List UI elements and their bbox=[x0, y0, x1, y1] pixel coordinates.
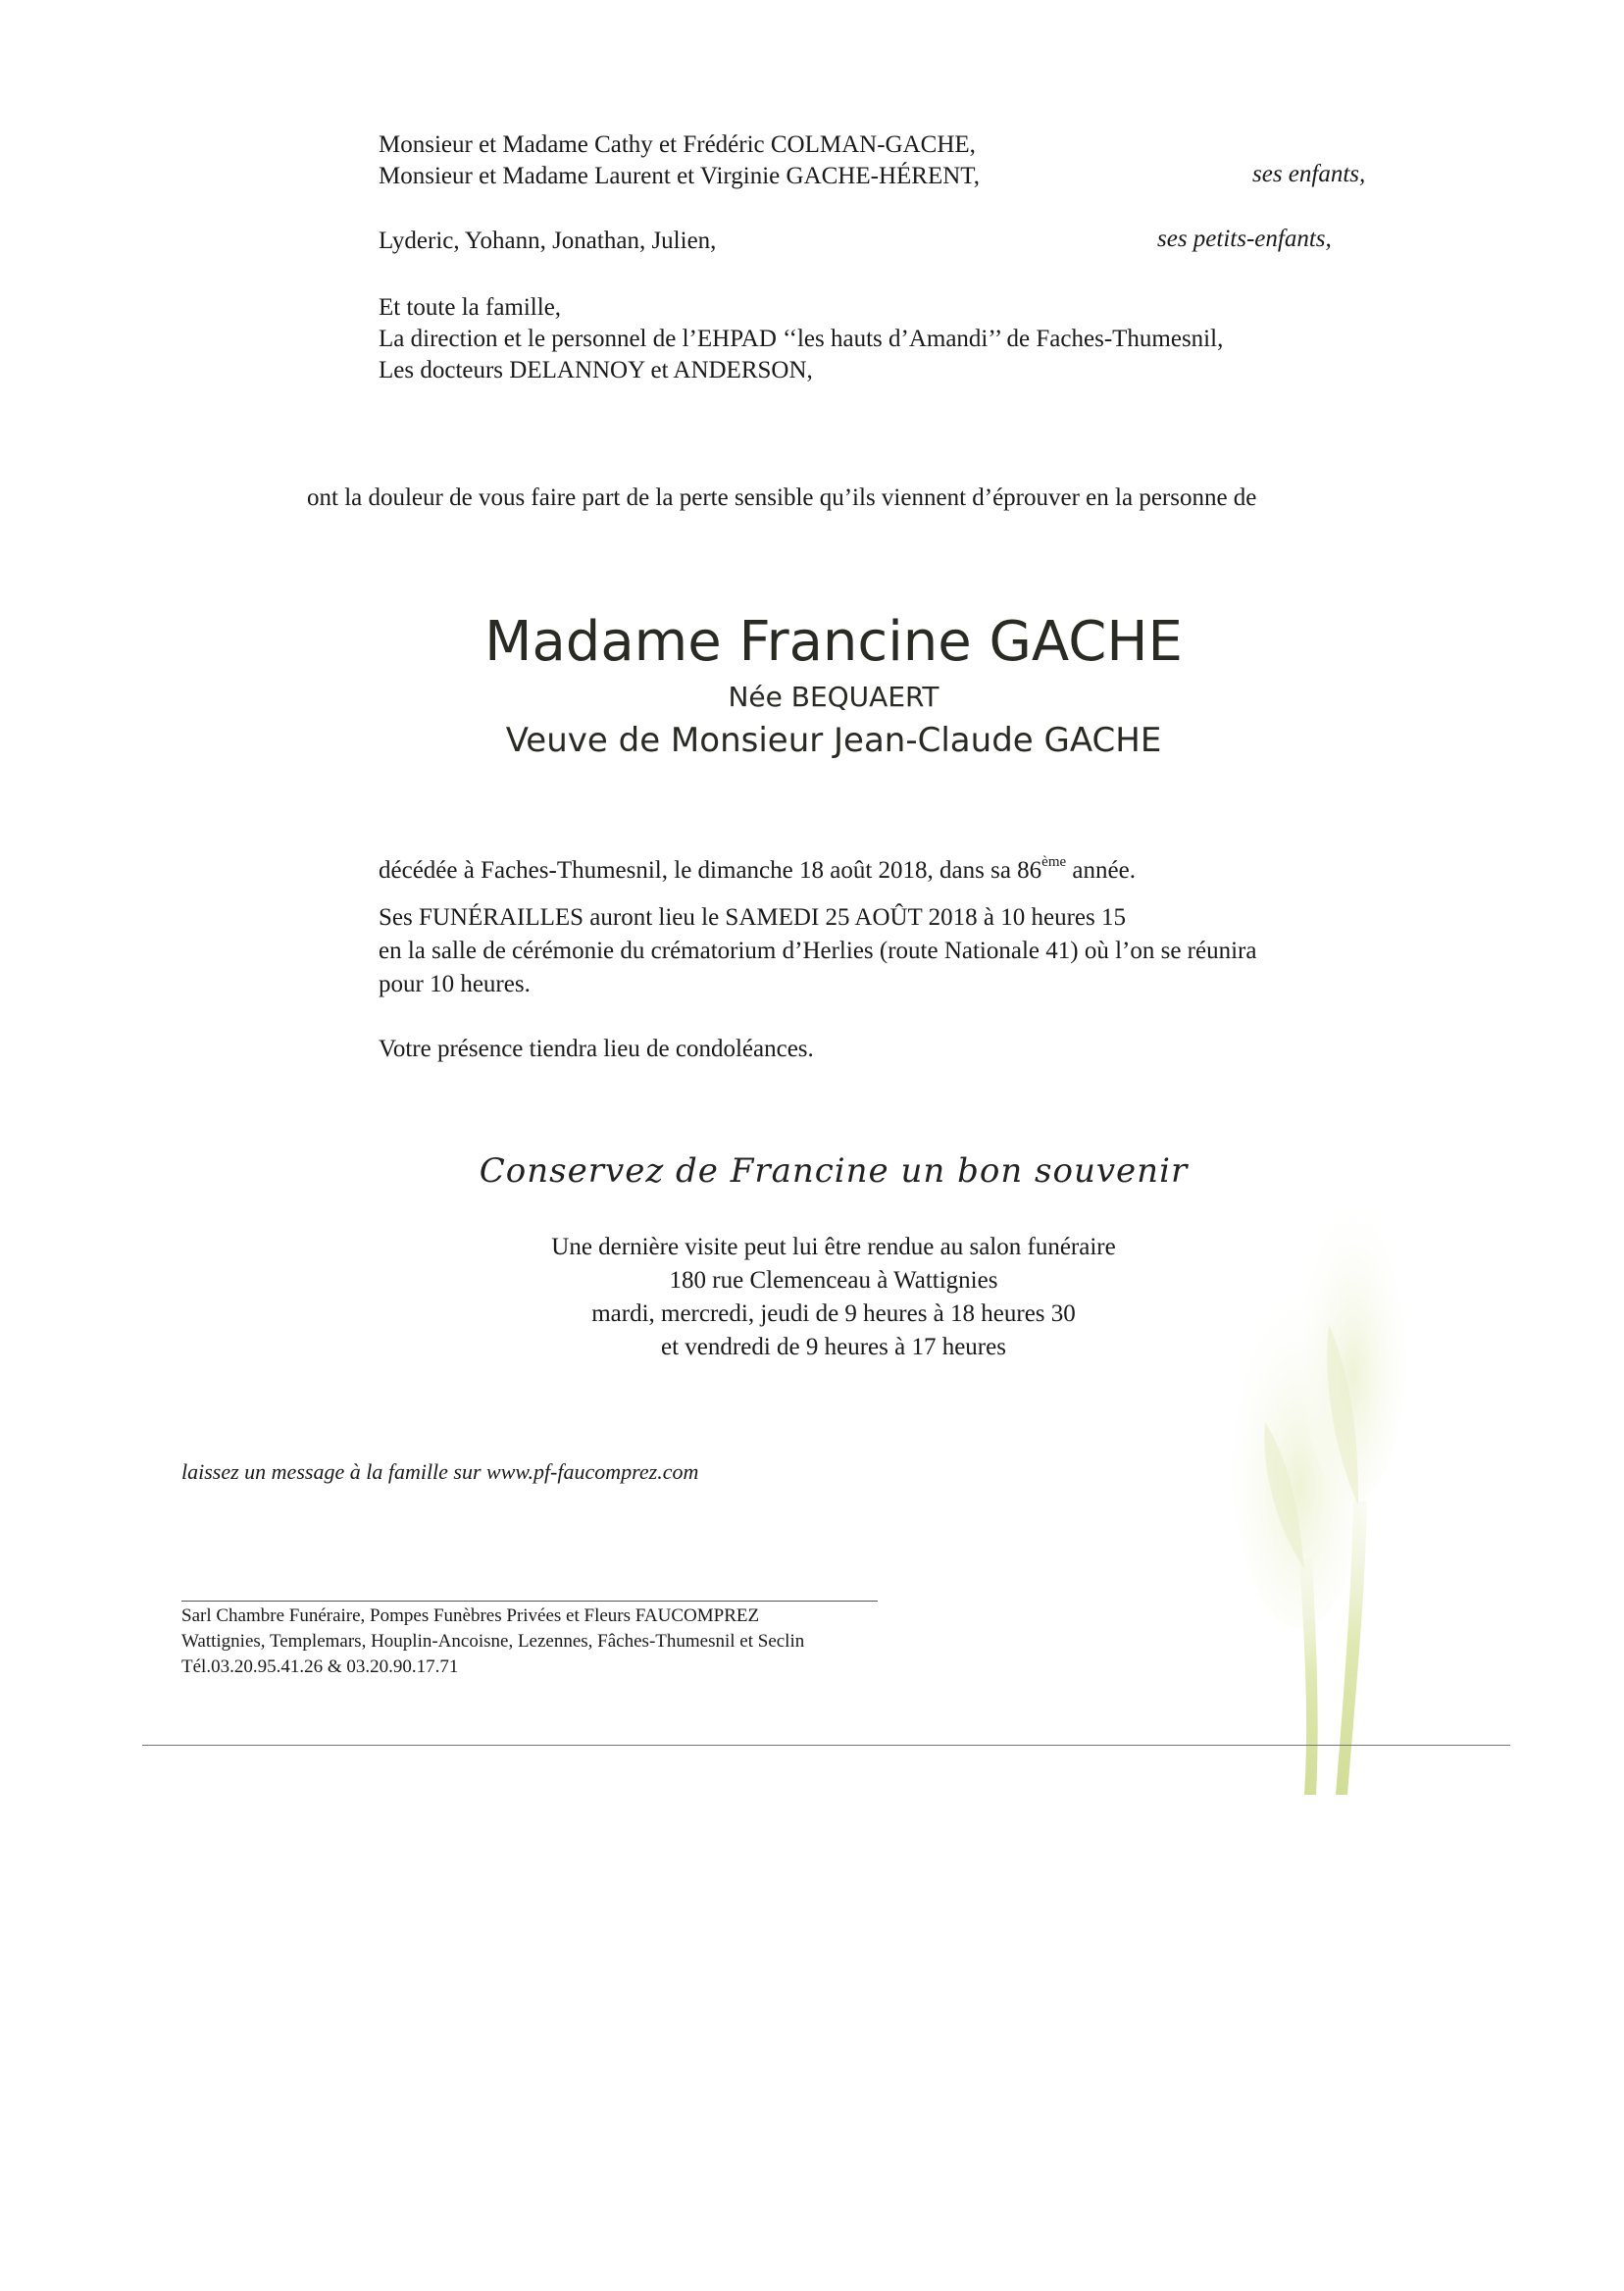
death-text: décédée à Faches-Thumesnil, le dimanche 18 août 2018, dans sa 86 bbox=[379, 857, 1042, 884]
grandchildren-role: ses petits-enfants, bbox=[1157, 226, 1332, 252]
script-line: Conservez de Francine un bon souvenir bbox=[479, 1151, 1189, 1191]
footer-line-2: Wattignies, Templemars, Houplin-Ancoisne, Lezennes, Fâches-Thumesnil et Seclin bbox=[181, 1631, 805, 1652]
announcement-line: ont la douleur de vous faire part de la perte sensible qu’ils viennent d’éprouver en la personne de bbox=[307, 484, 1257, 511]
funeral-line-1: Ses FUNÉRAILLES auront lieu le SAMEDI 25 AOÛT 2018 à 10 heures 15 bbox=[379, 904, 1126, 931]
widow-of: Veuve de Monsieur Jean-Claude GACHE bbox=[505, 721, 1162, 760]
birth-name: Née BEQUAERT bbox=[728, 681, 939, 713]
children-line-1: Monsieur et Madame Cathy et Frédéric COLMAN-GACHE, bbox=[379, 131, 976, 158]
death-text-end: année. bbox=[1066, 857, 1136, 884]
footer-rule-top bbox=[181, 1601, 878, 1602]
footer-line-1: Sarl Chambre Funéraire, Pompes Funèbres Privées et Fleurs FAUCOMPREZ bbox=[181, 1605, 760, 1626]
others-line-3: Les docteurs DELANNOY et ANDERSON, bbox=[379, 357, 813, 383]
others-line-1: Et toute la famille, bbox=[379, 294, 562, 321]
deceased-name: Madame Francine GACHE bbox=[484, 610, 1183, 674]
page-bottom-rule bbox=[142, 1745, 1510, 1746]
death-superscript: ème bbox=[1041, 854, 1067, 870]
visit-line-4: et vendredi de 9 heures à 17 heures bbox=[661, 1334, 1006, 1360]
visit-line-1: Une dernière visite peut lui être rendue au salon funéraire bbox=[551, 1234, 1116, 1260]
calla-lily-icon bbox=[1206, 1128, 1461, 1795]
children-line-2: Monsieur et Madame Laurent et Virginie GACHE-HÉRENT, bbox=[379, 163, 980, 189]
funeral-line-3: pour 10 heures. bbox=[379, 971, 531, 997]
funeral-line-2: en la salle de cérémonie du crématorium d’Herlies (route Nationale 41) où l’on se réunira bbox=[379, 938, 1257, 964]
death-line bbox=[379, 853, 1136, 889]
visit-line-2: 180 rue Clemenceau à Wattignies bbox=[669, 1267, 998, 1294]
others-line-2: La direction et le personnel de l’EHPAD ‘‘les hauts d’Amandi’’ de Faches-Thumesnil, bbox=[379, 326, 1224, 352]
grandchildren-line: Lyderic, Yohann, Jonathan, Julien, bbox=[379, 228, 717, 254]
website-note: laissez un message à la famille sur www.pf-faucomprez.com bbox=[181, 1459, 699, 1484]
children-role: ses enfants, bbox=[1252, 161, 1366, 187]
visit-line-3: mardi, mercredi, jeudi de 9 heures à 18 heures 30 bbox=[591, 1300, 1076, 1327]
condolences-line: Votre présence tiendra lieu de condoléances. bbox=[379, 1036, 814, 1062]
footer-line-3: Tél.03.20.95.41.26 & 03.20.90.17.71 bbox=[181, 1656, 459, 1677]
